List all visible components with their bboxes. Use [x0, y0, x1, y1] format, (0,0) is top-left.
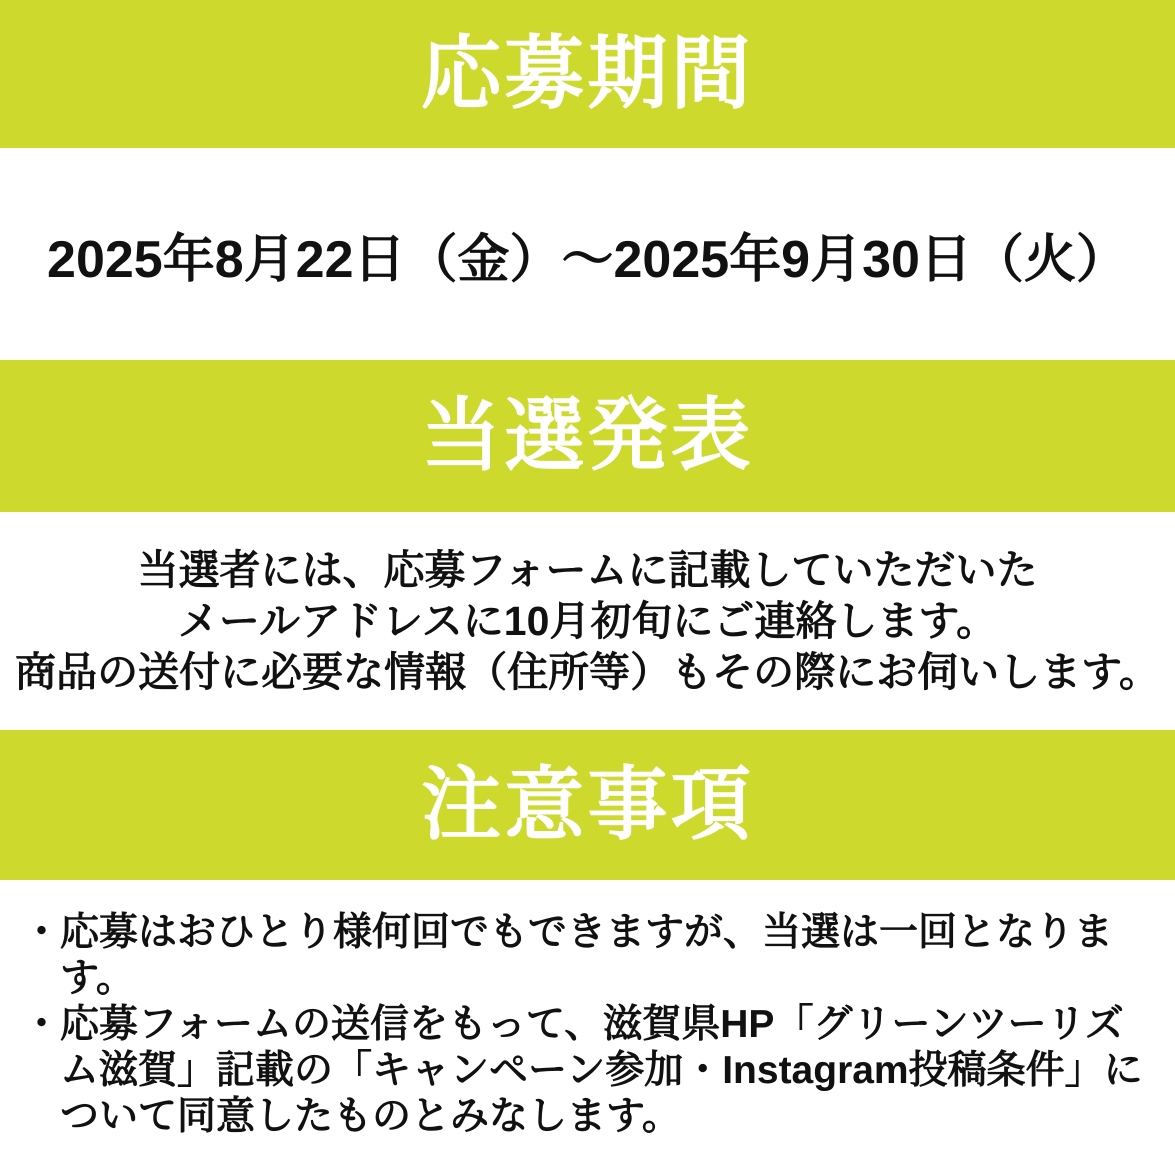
notes-list — [0, 910, 1145, 1140]
notes-banner — [0, 730, 1175, 880]
notes-item-text: 応募フォームの送信をもって、滋賀県HP「グリーンツーリズム滋賀」記載の「キャンペーン参加・Instagram投稿条件」について同意したものとみなします。 — [60, 1002, 1143, 1138]
winner-announcement-section — [0, 512, 1175, 730]
winner-announcement-heading: 当選発表 — [421, 391, 754, 480]
notes-item — [0, 910, 1145, 1002]
winner-announcement-line: 当選者には、応募フォームに記載していただいた — [137, 546, 1038, 593]
winner-announcement-line: メールアドレスに10月初旬にご連絡します。 — [177, 597, 998, 644]
notes-item-text: 応募はおひとり様何回でもできますが、当選は一回となります。 — [60, 910, 1114, 1000]
notes-heading: 注意事項 — [421, 760, 754, 849]
winner-announcement-banner — [0, 360, 1175, 512]
bullet-marker: ・ — [22, 910, 62, 954]
application-period-date-range: 2025年8月22日（金）～2025年9月30日（火） — [47, 230, 1128, 289]
application-period-section — [0, 148, 1175, 360]
application-period-banner — [0, 0, 1175, 148]
bullet-marker: ・ — [22, 1002, 62, 1046]
application-period-heading: 応募期間 — [421, 29, 754, 118]
notes-item — [0, 1002, 1145, 1140]
winner-announcement-line: 商品の送付に必要な情報（住所等）もその際にお伺いします。 — [15, 648, 1160, 695]
notes-section — [0, 880, 1175, 1169]
